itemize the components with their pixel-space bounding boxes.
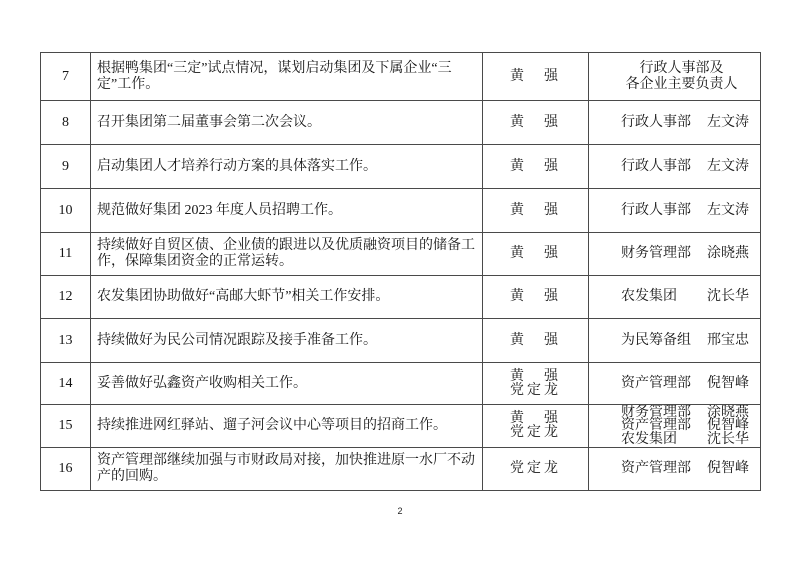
department-name: 资产管理部 xyxy=(621,418,691,434)
responsible-leader-cell xyxy=(483,145,589,189)
row-number: 14 xyxy=(41,363,91,405)
person-name: 涂晓燕 xyxy=(707,246,749,262)
responsible-leader: 黄 强 xyxy=(510,411,561,426)
responsible-owner xyxy=(589,247,760,261)
person-name: 沈长华 xyxy=(707,289,749,305)
responsible-leader: 黄 强 xyxy=(510,289,561,304)
responsible-department-cell xyxy=(589,319,761,363)
task-description: 妥善做好弘鑫资产收购相关工作。 xyxy=(91,363,483,405)
responsible-owner xyxy=(589,116,760,130)
department-name: 财务管理部 xyxy=(621,404,691,420)
task-table-body xyxy=(41,53,761,491)
person-name: 左文涛 xyxy=(707,158,749,174)
task-description: 持续做好为民公司情况跟踪及接手准备工作。 xyxy=(91,319,483,363)
responsible-leader-cell xyxy=(483,448,589,491)
responsible-department-cell xyxy=(589,233,761,276)
table-row xyxy=(41,276,761,319)
responsible-owner xyxy=(589,334,760,348)
row-number: 13 xyxy=(41,319,91,363)
department-name: 农发集团 xyxy=(621,289,677,305)
responsible-leader: 黄 强 xyxy=(510,246,561,261)
task-description: 持续做好自贸区债、企业债的跟进以及优质融资项目的储备工作，保障集团资金的正常运转。 xyxy=(91,233,483,276)
department-name: 资产管理部 xyxy=(621,461,691,477)
department-name: 为民筹备组 xyxy=(621,332,691,348)
table-row xyxy=(41,319,761,363)
row-number: 16 xyxy=(41,448,91,491)
department-name: 农发集团 xyxy=(621,431,677,447)
task-description: 资产管理部继续加强与市财政局对接，加快推进原一水厂不动产的回购。 xyxy=(91,448,483,491)
responsible-leader-cell xyxy=(483,363,589,405)
responsible-leader-cell xyxy=(483,233,589,276)
responsible-leader-cell xyxy=(483,276,589,319)
task-description: 规范做好集团 2023 年度人员招聘工作。 xyxy=(91,189,483,233)
table-row xyxy=(41,53,761,101)
responsible-owner xyxy=(589,377,760,391)
responsible-leader-cell xyxy=(483,405,589,448)
responsible-owner xyxy=(589,433,760,447)
department-name: 财务管理部 xyxy=(621,246,691,262)
table-row xyxy=(41,233,761,276)
person-name: 涂晓燕 xyxy=(707,404,749,420)
row-number: 10 xyxy=(41,189,91,233)
row-number: 11 xyxy=(41,233,91,276)
responsible-department-cell xyxy=(589,276,761,319)
department-name: 资产管理部 xyxy=(621,375,691,391)
responsible-leader-cell xyxy=(483,101,589,145)
person-name: 倪智峰 xyxy=(707,461,749,477)
responsible-department-cell xyxy=(589,363,761,405)
responsible-leader: 党定龙 xyxy=(510,461,561,476)
person-name: 倪智峰 xyxy=(707,418,749,434)
responsible-leader: 黄 强 xyxy=(510,68,561,84)
responsible-leader-cell xyxy=(483,53,589,101)
task-description: 持续推进网红驿站、遛子河会议中心等项目的招商工作。 xyxy=(91,405,483,448)
responsible-department-cell xyxy=(589,101,761,145)
task-table xyxy=(40,52,761,491)
responsible-leader: 党定龙 xyxy=(510,382,561,398)
table-row xyxy=(41,145,761,189)
person-name: 倪智峰 xyxy=(707,375,749,391)
responsible-leader: 黄 强 xyxy=(510,332,561,348)
table-row xyxy=(41,101,761,145)
task-description: 启动集团人才培养行动方案的具体落实工作。 xyxy=(91,145,483,189)
row-number: 15 xyxy=(41,405,91,448)
responsible-leader: 黄 强 xyxy=(510,368,561,384)
department-name: 行政人事部 xyxy=(621,114,691,130)
task-description: 召开集团第二届董事会第二次会议。 xyxy=(91,101,483,145)
responsible-owner xyxy=(589,160,760,174)
table-row xyxy=(41,189,761,233)
page-number: 2 xyxy=(397,506,403,516)
responsible-leader: 黄 强 xyxy=(510,114,561,130)
responsible-leader-cell xyxy=(483,189,589,233)
responsible-department-cell xyxy=(589,189,761,233)
responsible-owner xyxy=(589,462,760,476)
table-row xyxy=(41,405,761,448)
responsible-owner xyxy=(589,290,760,304)
person-name: 左文涛 xyxy=(707,114,749,130)
responsible-department-cell xyxy=(589,448,761,491)
table-row xyxy=(41,363,761,405)
table-row xyxy=(41,448,761,491)
person-name: 沈长华 xyxy=(707,431,749,447)
responsible-owner xyxy=(589,204,760,218)
task-description: 根据鸭集团“三定”试点情况，谋划启动集团及下属企业“三定”工作。 xyxy=(91,53,483,101)
department-name: 行政人事部 xyxy=(621,202,691,218)
responsible-leader: 黄 强 xyxy=(510,158,561,174)
responsible-department-cell xyxy=(589,145,761,189)
responsible-leader: 黄 强 xyxy=(510,202,561,218)
person-name: 邢宝忠 xyxy=(707,332,749,348)
person-name: 左文涛 xyxy=(707,202,749,218)
responsible-leader: 党定龙 xyxy=(510,425,561,440)
responsible-owner xyxy=(589,419,760,433)
responsible-leader-cell xyxy=(483,319,589,363)
row-number: 9 xyxy=(41,145,91,189)
row-number: 8 xyxy=(41,101,91,145)
task-description: 农发集团协助做好“高邮大虾节”相关工作安排。 xyxy=(91,276,483,319)
responsible-department-line: 行政人事部及 xyxy=(639,60,724,76)
row-number: 12 xyxy=(41,276,91,319)
row-number: 7 xyxy=(41,53,91,101)
responsible-department-cell xyxy=(589,405,761,448)
department-name: 行政人事部 xyxy=(621,158,691,174)
responsible-department-line: 各企业主要负责人 xyxy=(625,76,738,92)
responsible-department-cell xyxy=(589,53,761,101)
